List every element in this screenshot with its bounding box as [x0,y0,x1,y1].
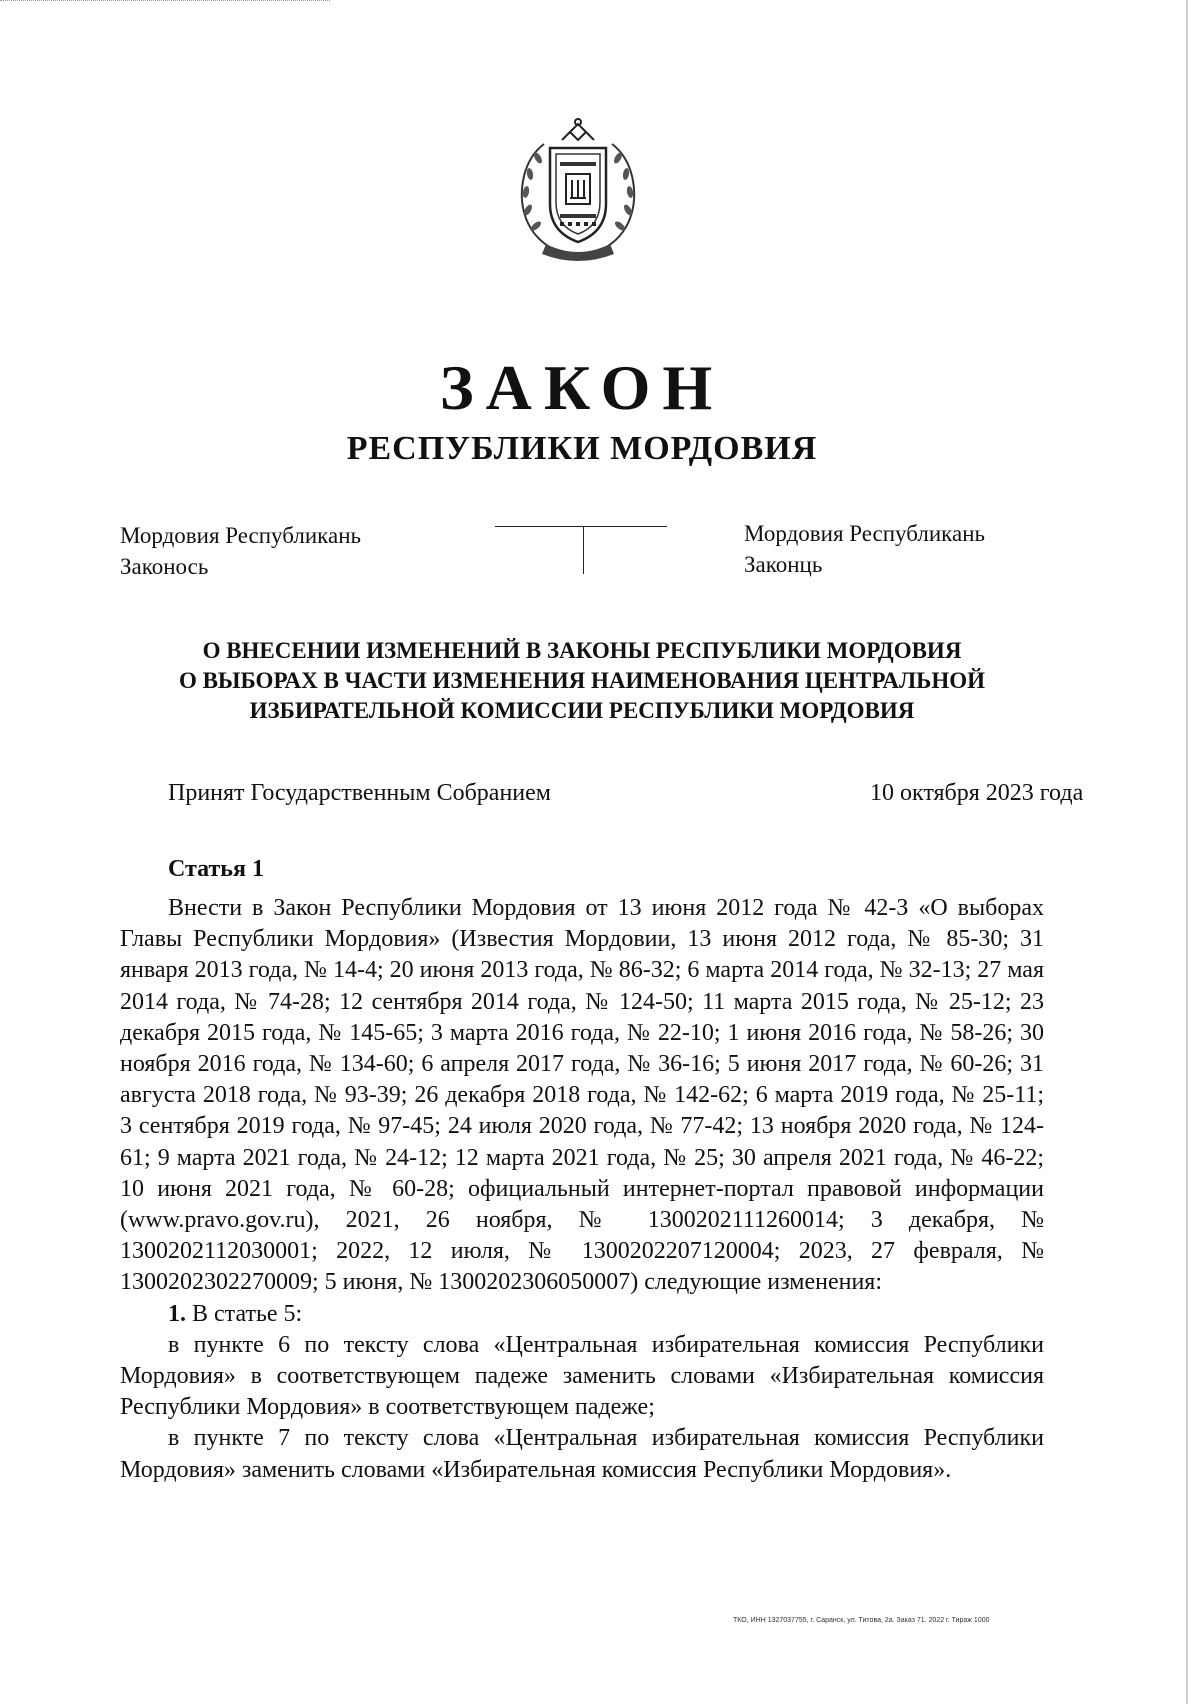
erzya-heading-line: Законць [744,552,823,577]
header-divider [495,526,667,574]
document-title: ЗАКОН [439,352,725,423]
divider-horizontal [495,526,667,527]
law-title [120,636,1044,726]
law-title-line: О ВЫБОРАХ В ЧАСТИ ИЗМЕНЕНИЯ НАИМЕНОВАНИЯ ЦЕНТРАЛЬНОЙ [178,668,986,693]
erzya-heading-line: Мордовия Республикань [744,521,986,546]
mordovia-coat-of-arms-icon [510,118,646,264]
print-imprint: ТКО, ИНН 1327037755, г. Саранск, ул. Титова, 2а. Заказ 71. 2022 г. Тираж 1000 [733,1617,990,1624]
law-title-line: ИЗБИРАТЕЛЬНОЙ КОМИССИИ РЕСПУБЛИКИ МОРДОВИЯ [249,698,915,723]
article-heading: Статья 1 [168,856,264,882]
divider-vertical [583,526,584,574]
adopted-by: Принят Государственным Собранием [168,780,551,806]
point-7-paragraph: в пункте 7 по тексту слова «Центральная избирательная комиссия Республики Мордовия» заменить словами «Избирательная комиссия Республики Мордовия». [120,1425,1044,1483]
document-subtitle: РЕСПУБЛИКИ МОРДОВИЯ [346,430,818,467]
item-text: В статье 5: [186,1300,303,1327]
scan-edge-top [0,0,330,2]
adoption-date: 10 октября 2023 года [870,780,1084,806]
moksha-heading-line: Мордовия Республикань [120,523,362,548]
article-item [120,1299,1044,1330]
article-intro-paragraph: Внести в Закон Республики Мордовия от 13 июня 2012 года № 42-З «О выборах Главы Республики Мордовия» (Известия Мордовии, 13 июня 2012 года, № 85-30; 31 января 2013 года, № 14-4; 20 июня 2013 года, № 86-32; 6 марта 2014 года, № 32-13; 27 мая 2014 года, № 74-28; 12 сентября 2014 года, № 124-50; 11 марта 2015 года, № 25-12; 23 декабря 2015 года, № 145-65; 3 марта 2016 года, № 22-10; 1 июня 2016 года, № 58-26; 30 ноября 2016 года, № 134-60; 6 апреля 2017 года, № 36-16; 5 июня 2017 года, № 60-26; 31 августа 2018 года, № 93-39; 26 декабря 2018 года, № 142-62; 6 марта 2019 года, № 25-11; 3 сентября 2019 года, № 97-45; 24 июля 2020 года, № 77-42; 13 ноября 2020 года, № 124-61; 9 марта 2021 года, № 24-12; 12 марта 2021 года, № 25; 30 апреля 2021 года, № 46-22; 10 июня 2021 года, № 60-28; официальный интернет-портал правовой информации (www.pravo.gov.ru), 2021, 26 ноября, № 1300202111260014; 3 декабря, № 1300202112030001; 2022, 12 июля, № 1300202207120004; 2023, 27 февраля, № 1300202302270009; 5 июня, № 1300202306050007) следующие изменения: [120,895,1044,1296]
moksha-heading [120,520,361,582]
item-number: 1. [168,1300,186,1327]
moksha-heading-line: Законось [120,554,209,579]
scan-edge-right [1186,0,1188,1704]
law-title-line: О ВНЕСЕНИИ ИЗМЕНЕНИЙ В ЗАКОНЫ РЕСПУБЛИКИ МОРДОВИЯ [202,638,962,663]
article-body [120,893,1044,1486]
point-6-paragraph: в пункте 6 по тексту слова «Центральная избирательная комиссия Республики Мордовия» в соответствующем падеже заменить словами «Избирательная комиссия Республики Мордовия» в соответствующем падеже; [120,1331,1044,1421]
erzya-heading [744,518,985,580]
